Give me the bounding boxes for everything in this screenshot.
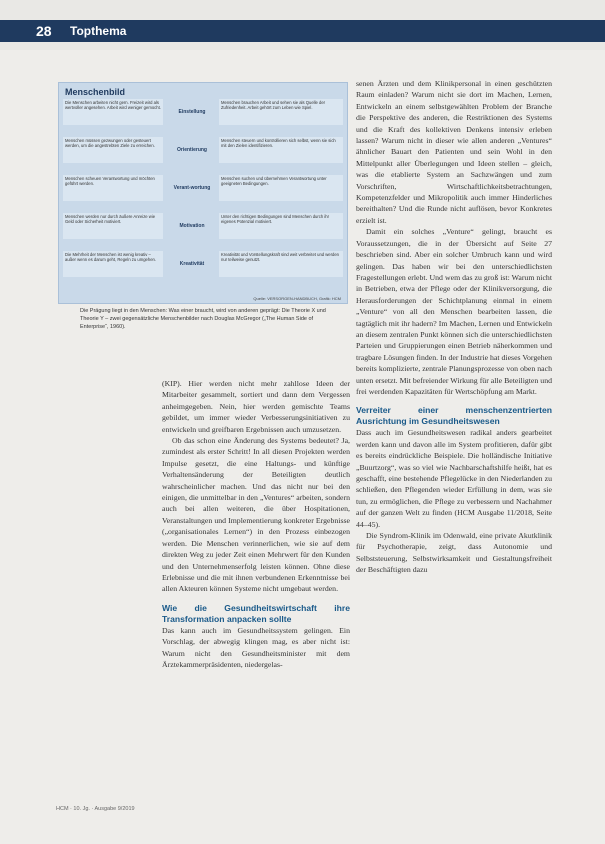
infobox-row [63, 137, 343, 165]
theory-x-text: Menschen müssen gezwungen oder gesteuert werden, um die angestrebten Ziele zu erreichen. [63, 137, 163, 163]
infobox-title: Menschenbild [65, 87, 126, 97]
theory-y-text: Unter den richtigen Bedingungen sind Menschen durch ihr eigenes Potenzial motiviert. [219, 213, 343, 239]
section-title: Topthema [70, 24, 127, 38]
page-footer: HCM · 10. Jg. · Ausgabe 9/2019 [56, 806, 135, 812]
theory-x-text: Die Mehrheit der Menschen ist wenig kreativ – außer wenn es darum geht, Regeln zu umgehen. [63, 251, 163, 277]
infobox-menschenbild [58, 82, 348, 304]
theory-x-text: Menschen scheuen Verantwortung und möchten geführt werden. [63, 175, 163, 201]
category-label: Einstellung [178, 109, 206, 115]
paragraph: (KIP). Hier werden nicht mehr zahllose Ideen der Mitarbeiter gesammelt, sortiert und dann dem Vergessen anheimgegeben. Nein, hier werden gemischte Teams gebildet, um immer wieder Verbesserungsinitiativen zu entwickeln und greifbaren Ergebnissen auch umzusetzen. [162, 379, 350, 434]
figure-caption: Die Prägung liegt in den Menschen: Was einer braucht, wird von anderen geprägt: Die Theorie X und Theorie Y – zwei gegensätzliche Menschenbilder nach Douglas McGregor („The Human Side of Enterprise“, 1960). [80, 308, 326, 330]
theory-y-text: Kreativität und Vorstellungskraft sind weit verbreitet und werden nur teilweise genutzt. [219, 251, 343, 277]
page-number: 28 [36, 23, 52, 39]
right-column [356, 78, 552, 576]
theory-x-text: Die Menschen arbeiten nicht gern. Freizeit wird als wertvoller angesehen. Arbeit wird weniger gemocht. [63, 99, 163, 125]
left-column [162, 378, 350, 670]
category-label: Motivation [179, 223, 205, 229]
theory-y-text: Menschen steuern und kontrollieren sich selbst, wenn sie sich mit den Zielen identifizieren. [219, 137, 343, 163]
infobox-row [63, 175, 343, 203]
paragraph: Das kann auch im Gesundheitssystem gelingen. Ein Vorschlag, der abwegig klingen mag, es aber nicht ist: Warum nicht den Gesundheitsminister mit dem Ärztekammerpräsidenten, niedergelas- [162, 625, 350, 669]
category-label: Orientierung [176, 147, 207, 153]
infobox-row [63, 251, 343, 279]
paragraph: Ob das schon eine Änderung des Systems bedeutet? Ja, zumindest als erster Schritt! In all diesen Projekten werden Impulse gesetzt, die eine Haltungs- und künftige Verhaltensänderung der Beteiligten deutlich wahrscheinlicher machen. Und das nicht nur bei den einigen, die unmittelbar in den „Ventures“ arbeiten, sondern auch bei allen weiteren, die über Hospitationen, Veranstaltungen und Implementierung konkreter Ergebnisse („organisationales Lernen“) in den Prozess einbezogen werden. Die Menschen verinnerlichen, wie sie auf dem direkten Weg zu jeder Zeit einen Mehrwert für den Kunden und den Unternehmenserfolg leisten können. Ohne diese Erlebnisse und die mit ihnen verbundenen Erkenntnisse bei allen Akteuren können Systeme nicht umgebaut werden. [162, 436, 350, 594]
category-label: Kreativität [179, 261, 205, 267]
infobox-source: Quelle: VERSORGEN-HANDBUCH, Grafik: HCM [253, 296, 341, 301]
infobox-row [63, 213, 343, 241]
subheading: Verreiter einer menschenzentrierten Ausrichtung im Gesundheitswesen [356, 405, 552, 427]
paragraph: Die Syndrom-Klinik im Odenwald, eine private Akutklinik für Psychotherapie, zeigt, dass Autonomie und Selbststeuerung, Selbstwirksamkeit und Gestaltungsfreiheit der Beschäftigten dazu [356, 531, 552, 575]
subheading: Wie die Gesundheitswirtschaft ihre Transformation anpacken sollte [162, 602, 350, 624]
paragraph: Damit ein solches „Venture“ gelingt, braucht es Voraussetzungen, die in der Übersicht auf Seite 27 beschrieben sind. Aber ein solcher Umbruch kann und wird gelingen. Das haben wir bei den unterschiedlichsten Fragestellungen erlebt. Und wem das zu groß ist: Warum nicht in Betrieben, etwa der Pflege oder der Klinikversorgung, die Herausforderungen der Schichtplanung einmal in einem „Venture“ von all den Menschen bearbeiten lassen, die tagtäglich mit ihr hadern? Im Machen, Lernen und Entwickeln an diesem zentralen Punkt können sich die unterschiedlichsten Parteien und Gruppierungen einen Betrieb näherkommen und tragbare Lösungen finden. In der Industrie hat dieses Vorgehen bereits komplizierte, zentrale Planungsprozesse von oben nach unten ersetzt. Mit befreiender Wirkung für alle Beteiligten und frei werdenden Kapazitäten für Wertschöpfung am Markt. [356, 227, 552, 396]
theory-y-text: Menschen suchen und übernehmen Verantwortung unter geeigneten Bedingungen. [219, 175, 343, 201]
theory-x-text: Menschen werden nur durch äußere Anreize wie Geld oder Sicherheit motiviert. [63, 213, 163, 239]
paragraph: senen Ärzten und dem Klinikpersonal in einen geschützten Raum einladen? Warum nicht sie dort im Machen, Lernen, Entwickeln an einem selbstgewählten Problem der Branche die Perspektive des anderen, die Restriktionen des Systems und die Kraft des kollektiven Denkens intensiv erleben lassen? Warum nicht in dieser wie allen anderen „Ventures“ ähnlicher Bauart den Patienten und sein Wohl in den Mittelpunkt aller Überlegungen und Ideen stellen – gleich, was die etablierte System an Sachzwängen und zum Vorschriften, Wirtschaftlichkeitsbetrachtungen, Kompetenzfelder und Mikropolitik auch immer Hinderliches bereithalten? Und die Runde nicht auflösen, bevor Konkretes erzielt ist. [356, 79, 552, 225]
category-label: Verant-wortung [173, 185, 211, 191]
infobox-row [63, 99, 343, 127]
theory-y-text: Menschen brauchen Arbeit und sehen sie als Quelle der Zufriedenheit. Arbeit gehört zum Leben wie Spiel. [219, 99, 343, 125]
paragraph: Dass auch im Gesundheitswesen radikal anders gearbeitet werden kann und davon alle im System profitieren, dafür gibt es bereits eindrückliche Beispiele. Die holländische Initiative „Buurtzorg“, was so viel wie Nachbarschaftshilfe heißt, hat es geschafft, eine bestehende Pflegelücke in den Niederlanden zu schließen, den Pflegenden wieder Erfüllung in dem, was sie tun, zu ermöglichen, die Pflege zu verbessern und Nachahmer auf der ganzen Welt zu finden (HCM Ausgabe 11/2018, Seite 44–45). [356, 428, 552, 529]
